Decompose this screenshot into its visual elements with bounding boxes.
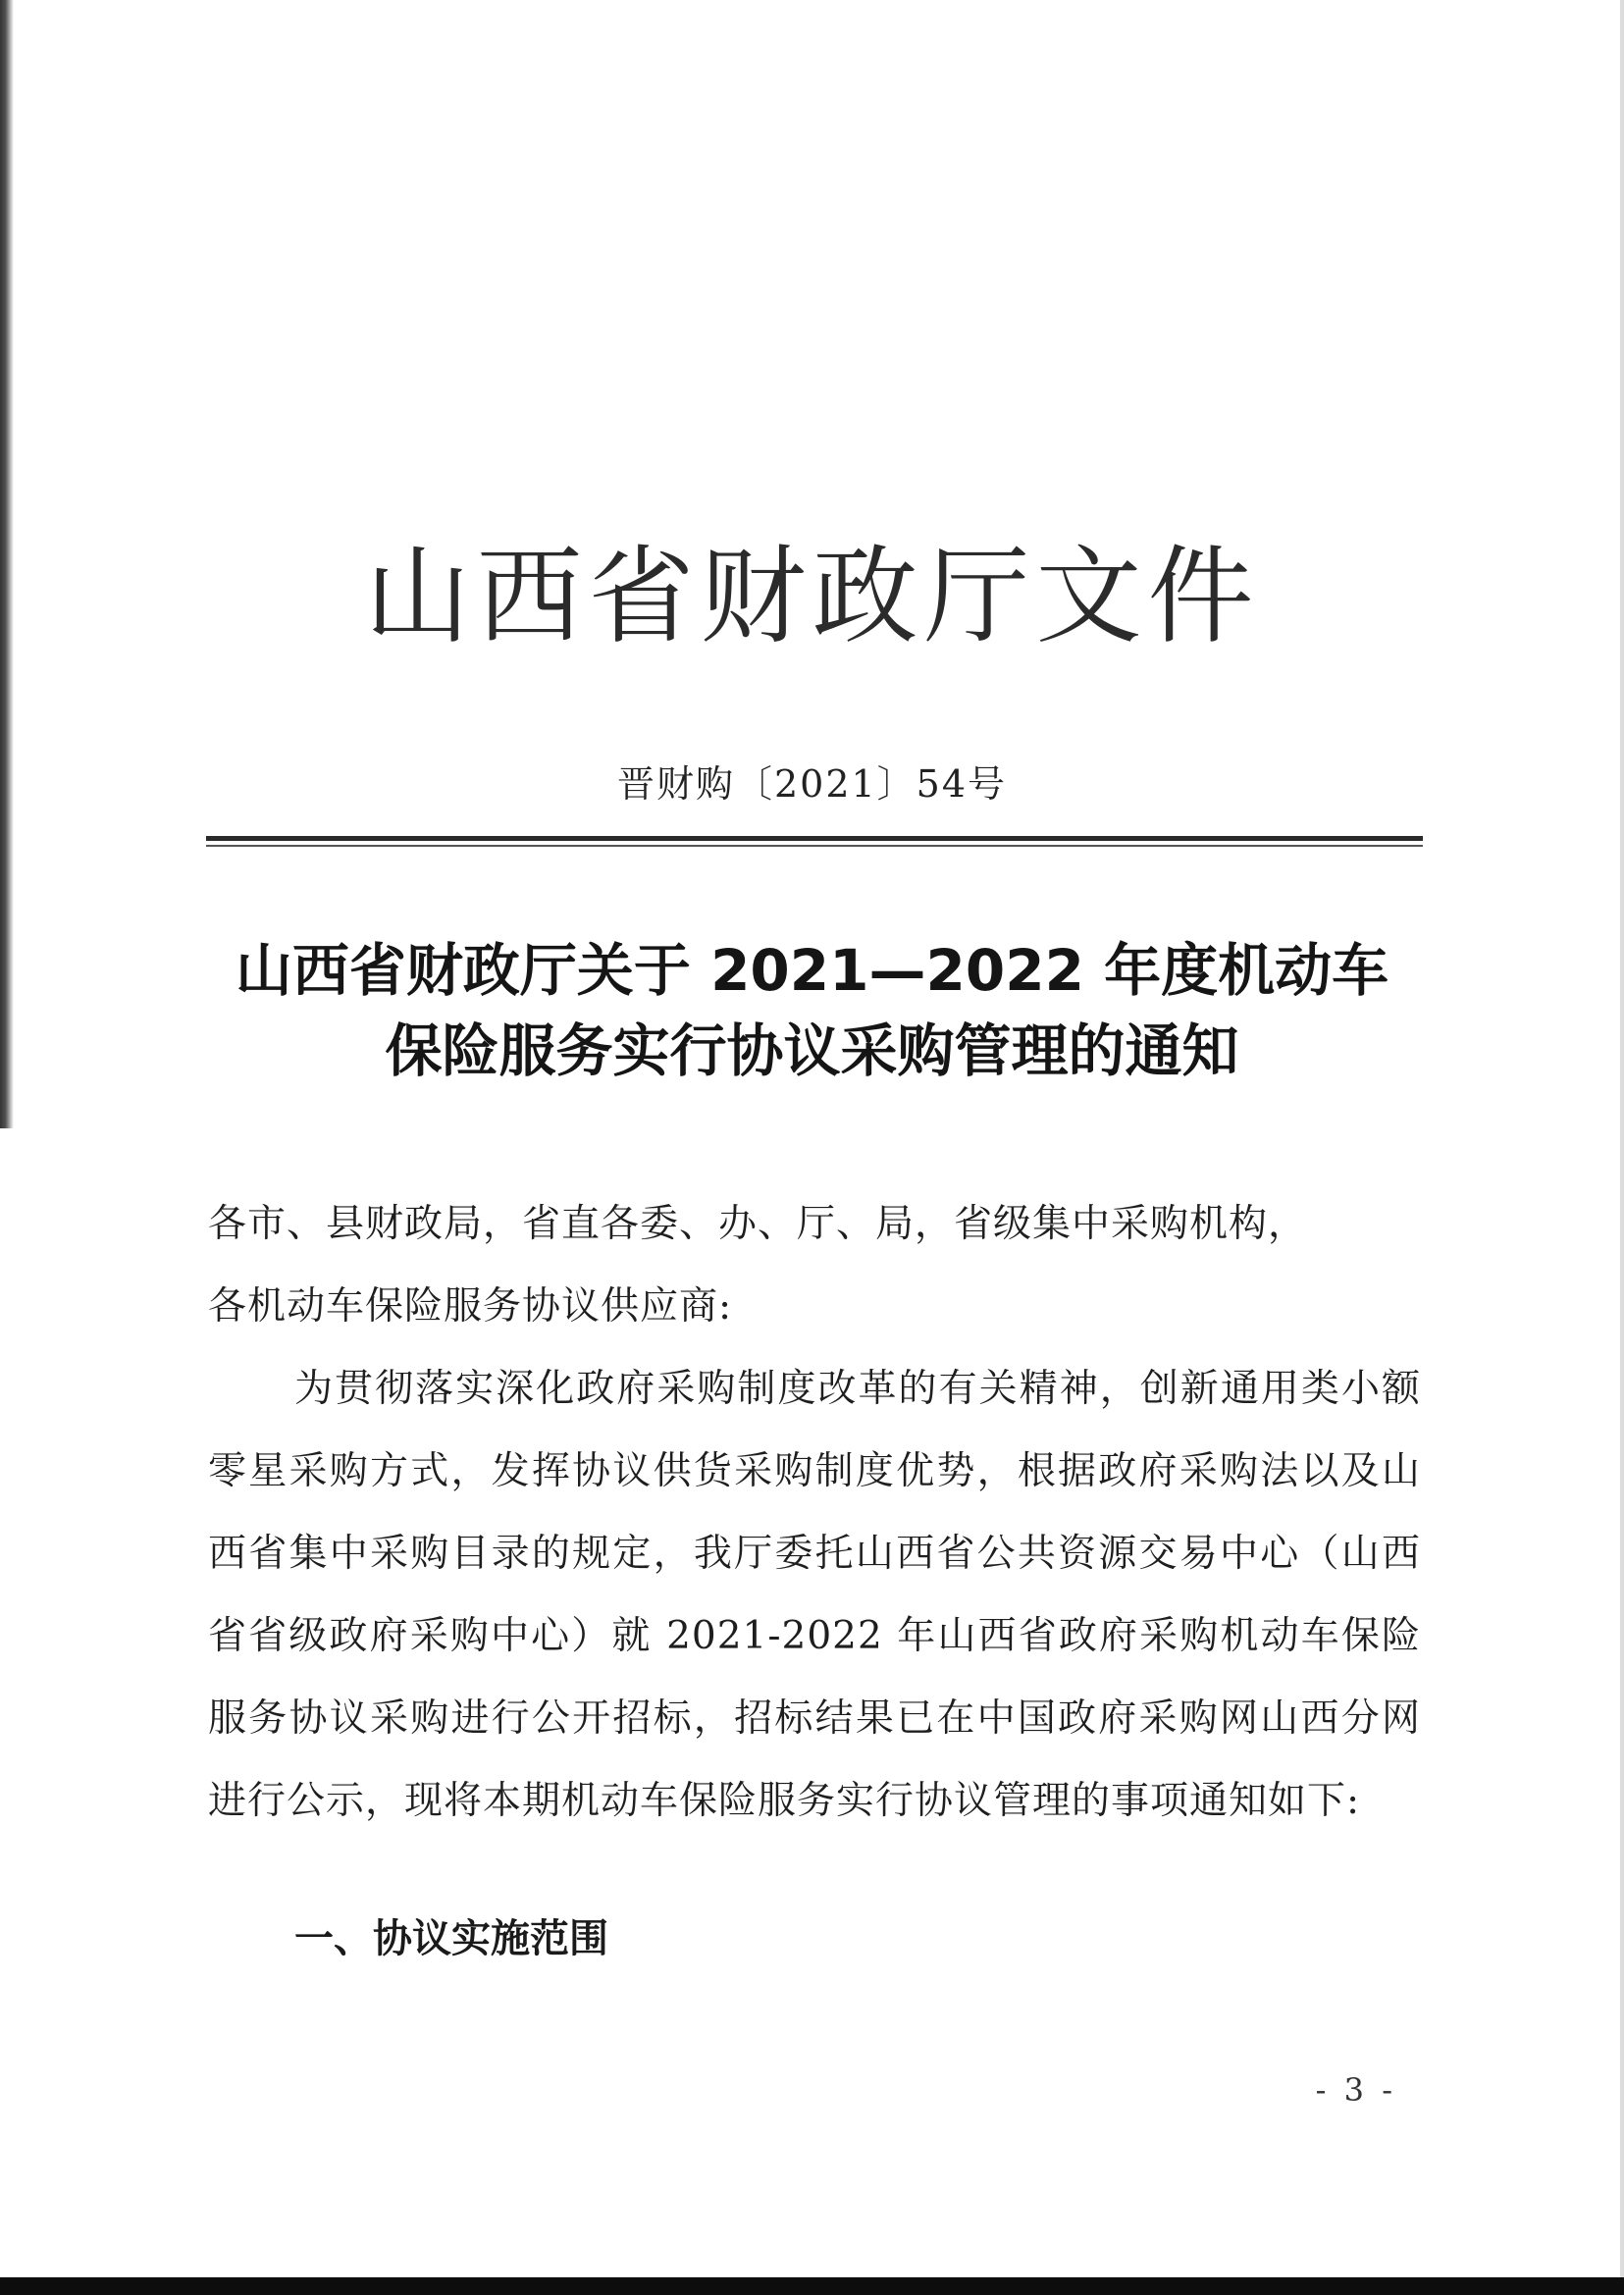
issuer-header: 山西省财政厅文件 bbox=[364, 536, 1260, 658]
addressee-line-1: 各市、县财政局，省直各委、办、厅、局，省级集中采购机构， bbox=[208, 1202, 1308, 1246]
scan-edge-bottom bbox=[0, 2277, 1624, 2295]
body-paragraph bbox=[208, 1348, 1421, 1843]
document-number: 晋财购〔2021〕54号 bbox=[616, 762, 1008, 806]
paragraph-1: 为贯彻落实深化政府采购制度改革的有关精神，创新通用类小额零星采购方式，发挥协议供货采购制度优势，根据政府采购法以及山西省集中采购目录的规定，我厅委托山西省公共资源交易中心（山西省省级政府采购中心）就 2021-2022 年山西省政府采购机动车保险服务协议采购进行公开招标，招标结果已在中国政府采购网山西分网进行公示，现将本期机动车保险服务实行协议管理的事项通知如下: bbox=[208, 1367, 1421, 1823]
header-divider-thin bbox=[206, 845, 1423, 847]
section-heading-1: 一、协议实施范围 bbox=[294, 1916, 608, 1961]
notice-title-line-1: 山西省财政厅关于 2021—2022 年度机动车 bbox=[235, 937, 1389, 1004]
addressee-line-2: 各机动车保险服务协议供应商: bbox=[208, 1284, 733, 1329]
notice-title-line-2: 保险服务实行协议采购管理的通知 bbox=[385, 1017, 1239, 1084]
notice-title bbox=[0, 930, 1624, 1091]
addressee-block bbox=[208, 1183, 1421, 1348]
scan-edge-right bbox=[1620, 0, 1624, 2295]
page-number: - 3 - bbox=[1315, 2071, 1396, 2109]
header-divider-thick bbox=[206, 836, 1423, 841]
